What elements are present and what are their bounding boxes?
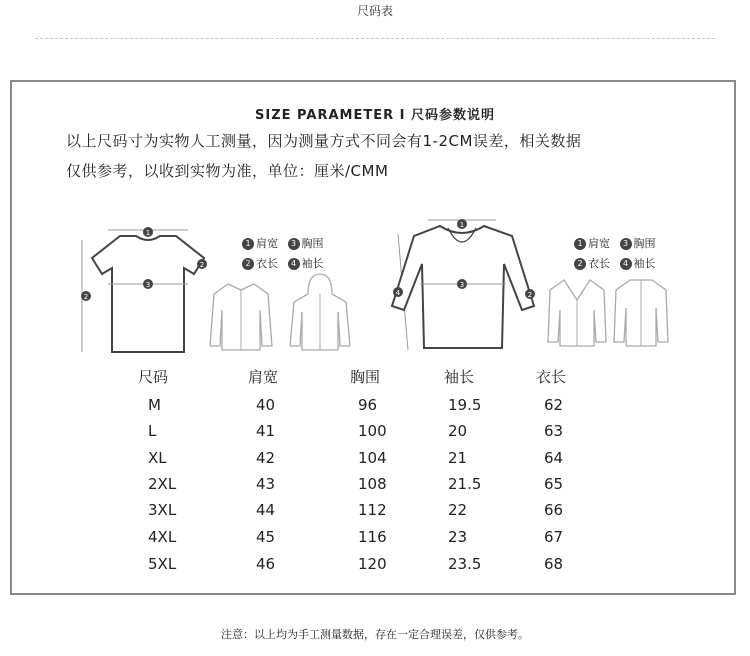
tshirt-measurement-diagram: [78, 222, 218, 360]
hoodie-sketch: [288, 272, 352, 352]
table-cell: 43: [256, 475, 276, 493]
legend-item: 2 衣长: [242, 257, 278, 270]
page-title: 尺码表: [356, 4, 393, 18]
table-cell: 4XL: [148, 528, 177, 546]
legend-right: [574, 234, 674, 274]
table-cell: XL: [148, 449, 167, 467]
table-cell: 23.5: [448, 555, 482, 573]
dashed-divider: [35, 38, 715, 39]
size-parameter-heading: SIZE PARAMETER I 尺码参数说明: [255, 108, 495, 123]
table-cell: 96: [358, 396, 378, 414]
table-cell: 68: [544, 555, 564, 573]
table-cell: 100: [358, 422, 387, 440]
table-cell: 2XL: [148, 475, 177, 493]
shirt-sketch: [208, 280, 274, 352]
table-header-shoulder: 肩宽: [248, 368, 279, 386]
longsleeve-measurement-diagram: [384, 214, 544, 360]
blazer-sketch: [546, 276, 608, 348]
intro-line-2: 仅供参考，以收到实物为准，单位：厘米/CMM: [66, 162, 389, 180]
table-cell: 46: [256, 555, 276, 573]
table-cell: M: [148, 396, 161, 414]
table-cell: 108: [358, 475, 387, 493]
table-cell: 3XL: [148, 501, 177, 519]
table-cell: 67: [544, 528, 564, 546]
table-header-length: 衣长: [536, 368, 567, 386]
table-cell: 120: [358, 555, 387, 573]
footer-note: 注意：以上均为手工测量数据，存在一定合理误差，仅供参考。: [221, 628, 529, 641]
table-cell: L: [148, 422, 157, 440]
legend-left: [242, 234, 342, 274]
legend-item: 2 衣长: [574, 257, 610, 270]
legend-item: 4 袖长: [620, 257, 656, 270]
table-cell: 40: [256, 396, 276, 414]
table-cell: 22: [448, 501, 468, 519]
table-cell: 5XL: [148, 555, 177, 573]
jacket-sketch: [612, 276, 670, 348]
svg-text:4: 4: [395, 289, 401, 297]
table-cell: 66: [544, 501, 564, 519]
table-header-sleeve: 袖长: [444, 368, 475, 386]
svg-text:2: 2: [83, 293, 89, 301]
table-cell: 63: [544, 422, 564, 440]
table-header-chest: 胸围: [350, 368, 381, 386]
svg-text:1: 1: [459, 221, 465, 229]
table-cell: 19.5: [448, 396, 482, 414]
svg-text:3: 3: [145, 281, 151, 289]
svg-text:2: 2: [527, 291, 533, 299]
table-cell: 104: [358, 449, 387, 467]
table-cell: 45: [256, 528, 276, 546]
table-cell: 21: [448, 449, 468, 467]
legend-item: 3 胸围: [288, 237, 324, 250]
table-cell: 21.5: [448, 475, 482, 493]
table-cell: 62: [544, 396, 564, 414]
intro-line-1: 以上尺码寸为实物人工测量，因为测量方式不同会有1-2CM误差，相关数据: [66, 132, 582, 150]
svg-text:2: 2: [199, 261, 205, 269]
svg-text:1: 1: [145, 229, 151, 237]
table-cell: 20: [448, 422, 468, 440]
legend-item: 4 袖长: [288, 257, 324, 270]
legend-item: 1 肩宽: [574, 237, 610, 250]
table-cell: 64: [544, 449, 564, 467]
legend-item: 3 胸围: [620, 237, 656, 250]
table-cell: 116: [358, 528, 387, 546]
table-cell: 23: [448, 528, 468, 546]
table-header-size: 尺码: [138, 368, 169, 386]
svg-text:3: 3: [459, 281, 465, 289]
table-cell: 44: [256, 501, 276, 519]
table-cell: 65: [544, 475, 564, 493]
table-cell: 41: [256, 422, 276, 440]
table-cell: 42: [256, 449, 276, 467]
table-cell: 112: [358, 501, 387, 519]
legend-item: 1 肩宽: [242, 237, 278, 250]
